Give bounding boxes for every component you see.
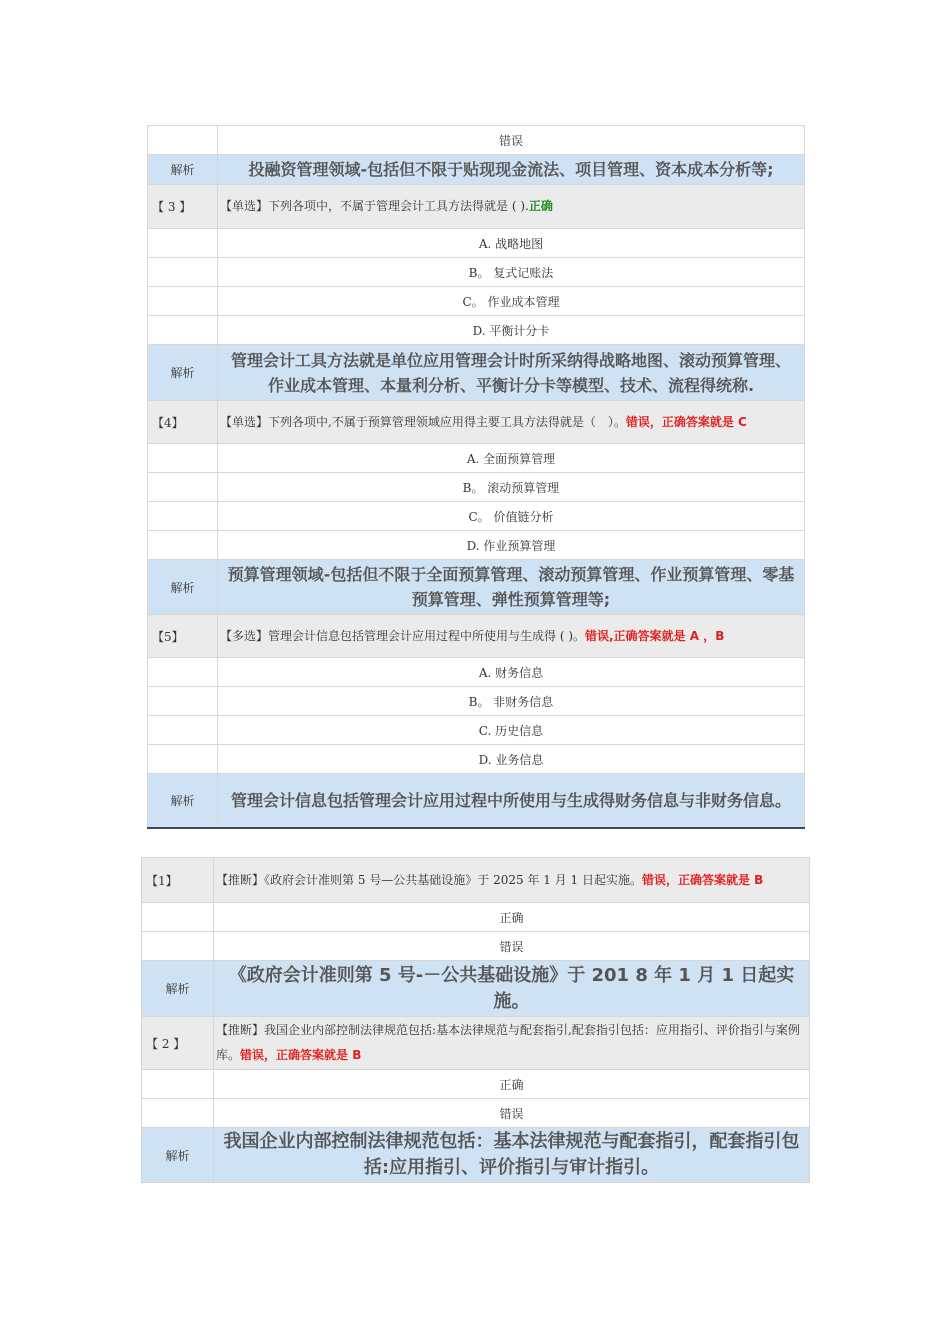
option-b: B。 非财务信息 [218, 687, 805, 716]
analysis-row [148, 774, 805, 828]
question-row-4 [148, 401, 805, 444]
answer-status: 错误,正确答案就是 A ，B [585, 628, 725, 643]
option-row[interactable] [142, 1099, 810, 1128]
option-row[interactable] [148, 287, 805, 316]
option-row[interactable] [148, 126, 805, 155]
option-c: C. 历史信息 [218, 716, 805, 745]
question-row-5 [148, 615, 805, 658]
question-text: 【单选】下列各项中，不属于管理会计工具方法得就是 ( ). [220, 199, 529, 213]
option-d: D. 作业预算管理 [218, 531, 805, 560]
answer-status: 错误，正确答案就是 B [240, 1048, 362, 1062]
option-row[interactable] [148, 745, 805, 774]
option-text: 错误 [218, 126, 805, 155]
option-b: B。 复式记账法 [218, 258, 805, 287]
analysis-text: 管理会计工具方法就是单位应用管理会计时所采纳得战略地图、滚动预算管理、作业成本管理、本量利分析、平衡计分卡等模型、技术、流程得统称. [218, 345, 805, 401]
option-a: A. 全面预算管理 [218, 444, 805, 473]
question-text: 【多选】管理会计信息包括管理会计应用过程中所使用与生成得 ( )。 [220, 628, 585, 643]
question-number: 【1】 [142, 858, 214, 903]
analysis-label: 解析 [142, 1128, 214, 1183]
option-row[interactable] [148, 658, 805, 687]
option-false: 错误 [214, 1099, 810, 1128]
question-number: 【 3 】 [148, 185, 218, 229]
analysis-row [148, 155, 805, 185]
question-text: 【单选】下列各项中,不属于预算管理领域应用得主要工具方法得就是（ ）。 [220, 414, 626, 429]
option-true: 正确 [214, 1070, 810, 1099]
analysis-row [142, 1128, 810, 1183]
analysis-label: 解析 [148, 774, 218, 828]
option-true: 正确 [214, 903, 810, 932]
question-number: 【4】 [148, 401, 218, 444]
analysis-row [142, 961, 810, 1017]
option-false: 错误 [214, 932, 810, 961]
question-row-3 [148, 185, 805, 229]
answer-status: 错误，正确答案就是 C [625, 414, 747, 429]
option-row[interactable] [142, 1070, 810, 1099]
option-a: A. 战略地图 [218, 229, 805, 258]
answer-status: 错误，正确答案就是 B [641, 872, 764, 887]
quiz-table-2 [141, 857, 810, 1183]
analysis-text: 预算管理领域-包括但不限于全面预算管理、滚动预算管理、作业预算管理、零基预算管理、弹性预算管理等; [218, 560, 805, 615]
option-row[interactable] [148, 316, 805, 345]
analysis-text: 《政府会计准则第 5 号-－公共基础设施》于 201 8 年 1 月 1 日起实施。 [214, 961, 810, 1017]
option-b: B。 滚动预算管理 [218, 473, 805, 502]
quiz-table-1 [147, 125, 805, 829]
question-number: 【5】 [148, 615, 218, 658]
option-row[interactable] [148, 444, 805, 473]
question-row-1 [142, 858, 810, 903]
answer-status: 正确 [528, 199, 553, 213]
option-row[interactable] [148, 531, 805, 560]
analysis-text: 投融资管理领域-包括但不限于贴现现金流法、项目管理、资本成本分析等; [218, 155, 805, 185]
option-row[interactable] [148, 716, 805, 745]
option-row[interactable] [148, 229, 805, 258]
option-row[interactable] [148, 473, 805, 502]
analysis-text: 管理会计信息包括管理会计应用过程中所使用与生成得财务信息与非财务信息。 [218, 774, 805, 828]
analysis-label: 解析 [148, 155, 218, 185]
option-row[interactable] [148, 687, 805, 716]
option-d: D. 平衡计分卡 [218, 316, 805, 345]
question-text: 【推断】我国企业内部控制法律规范包括:基本法律规范与配套指引,配套指引包括：应用指引、评价指引与案例库。 [216, 1023, 800, 1062]
analysis-label: 解析 [142, 961, 214, 1017]
option-row[interactable] [142, 932, 810, 961]
analysis-text: 我国企业内部控制法律规范包括：基本法律规范与配套指引，配套指引包括:应用指引、评价指引与审计指引。 [214, 1128, 810, 1183]
option-row[interactable] [148, 502, 805, 531]
question-row-2 [142, 1017, 810, 1070]
option-row[interactable] [148, 258, 805, 287]
option-row[interactable] [142, 903, 810, 932]
analysis-label: 解析 [148, 345, 218, 401]
option-a: A. 财务信息 [218, 658, 805, 687]
option-d: D. 业务信息 [218, 745, 805, 774]
question-text: 【推断】《政府会计准则第 5 号—公共基础设施》于 2025 年 1 月 1 日起实施。 [216, 872, 642, 887]
question-number: 【 2 】 [142, 1017, 214, 1070]
analysis-row [148, 560, 805, 615]
option-c: C。 价值链分析 [218, 502, 805, 531]
analysis-label: 解析 [148, 560, 218, 615]
option-c: C。 作业成本管理 [218, 287, 805, 316]
analysis-row [148, 345, 805, 401]
